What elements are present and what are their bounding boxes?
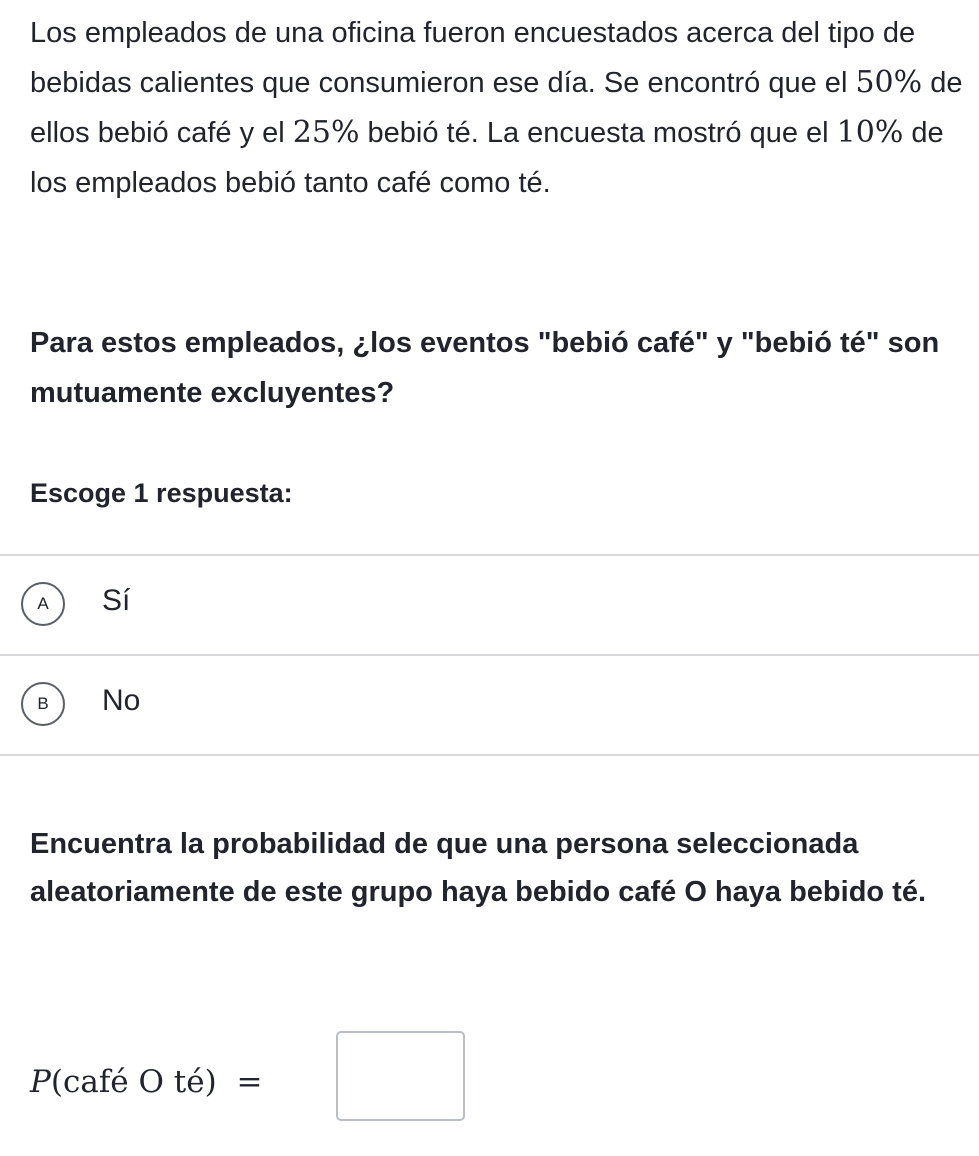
intro-text-4: de los empleados bebió tanto café como té. (30, 117, 944, 199)
intro-text-3: bebió té. La encuesta mostró que el (359, 117, 837, 149)
equation-p: P (30, 1064, 51, 1100)
equation-equals: = (236, 1064, 263, 1100)
choice-a[interactable] (0, 554, 979, 654)
equation-close-paren: ) (204, 1064, 217, 1100)
equation-open-paren: ( (50, 1064, 63, 1100)
answer-input[interactable] (338, 1033, 467, 1121)
choice-b[interactable] (0, 654, 979, 756)
answer-choices (0, 554, 979, 756)
choose-one-label: Escoge 1 respuesta: (30, 478, 293, 508)
equation-argument: café O té (62, 1064, 205, 1100)
problem-statement (30, 8, 965, 208)
both-percent: 10% (836, 115, 904, 150)
choice-a-letter-circle: A (21, 582, 65, 626)
probability-prompt: Encuentra la probabilidad de que una persona seleccionada aleatoriamente de este grupo haya bebido café O haya bebido té. (30, 828, 927, 908)
intro-text-2: de ellos bebió café y el (30, 67, 963, 149)
choice-b-text: No (102, 684, 141, 717)
tea-percent: 25% (292, 115, 360, 150)
coffee-percent: 50% (855, 65, 923, 100)
choice-a-text: Sí (102, 584, 131, 617)
probability-equation (30, 1064, 263, 1100)
choice-b-letter-circle: B (21, 682, 65, 726)
intro-text-1: Los empleados de una oficina fueron encuestados acerca del tipo de bebidas calientes que consumieron ese día. Se encontró que el (30, 17, 916, 99)
mutually-exclusive-question: Para estos empleados, ¿los eventos "bebió café" y "bebió té" son mutuamente excluyentes? (30, 327, 940, 409)
answer-input-box[interactable] (336, 1031, 465, 1121)
